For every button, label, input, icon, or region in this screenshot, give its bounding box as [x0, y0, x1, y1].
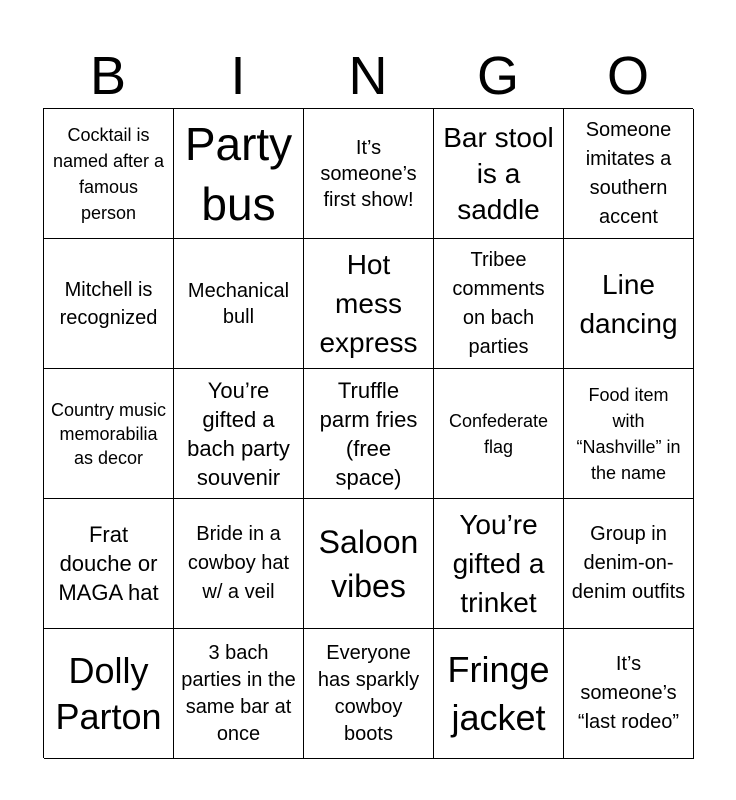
bingo-header [43, 44, 693, 108]
bingo-cell[interactable] [174, 629, 304, 759]
cell-text: Hot mess express [319, 249, 418, 358]
header-letter-i: I [230, 46, 246, 106]
header-letter-g: G [476, 46, 519, 106]
cell-text: It’s someone’s “last rodeo” [577, 653, 680, 733]
bingo-cell[interactable] [304, 369, 434, 499]
bingo-cell[interactable] [44, 629, 174, 759]
bingo-cell[interactable] [304, 629, 434, 759]
cell-text: Group in denim-on-denim outfits [571, 523, 686, 603]
cell-text: Dolly Parton [55, 649, 162, 737]
bingo-cell[interactable] [44, 109, 174, 239]
bingo-cell[interactable] [564, 629, 694, 759]
cell-text: 3 bach parties in the same bar at once [181, 641, 296, 745]
cell-text: It’s someone’s first show! [320, 136, 417, 211]
cell-text: Bride in a cowboy hat w/ a veil [187, 523, 290, 603]
bingo-cell[interactable] [44, 369, 174, 499]
cell-text: Cocktail is named after a famous person [52, 124, 165, 223]
bingo-cell[interactable] [304, 499, 434, 629]
cell-text: Confederate flag [448, 410, 549, 457]
cell-text: Line dancing [579, 268, 678, 339]
bingo-cell[interactable] [434, 369, 564, 499]
header-letter-b: B [89, 46, 127, 106]
bingo-cell[interactable] [564, 109, 694, 239]
bingo-cell[interactable] [304, 239, 434, 369]
bingo-cell[interactable] [44, 239, 174, 369]
bingo-cell[interactable] [434, 629, 564, 759]
cell-text: Mitchell is recognized [59, 278, 158, 329]
cell-text: Party bus [184, 117, 293, 230]
cell-text: Saloon vibes [318, 523, 419, 604]
cell-text: Mechanical bull [187, 279, 290, 328]
bingo-cell[interactable] [564, 369, 694, 499]
cell-text: Food item with “Nashville” in the name [576, 384, 681, 483]
bingo-cell[interactable] [564, 239, 694, 369]
bingo-cell[interactable] [44, 499, 174, 629]
cell-text: Country music memorabilia as decor [50, 399, 167, 468]
bingo-cell[interactable] [564, 499, 694, 629]
bingo-cell[interactable] [174, 239, 304, 369]
bingo-cell[interactable] [174, 109, 304, 239]
cell-text: Truffle parm fries (free space) [319, 377, 418, 490]
bingo-cell[interactable] [434, 109, 564, 239]
bingo-cell[interactable] [304, 109, 434, 239]
cell-text: Someone imitates a southern accent [585, 118, 672, 228]
header-letter-o: O [606, 46, 649, 106]
cell-text: Fringe jacket [447, 648, 550, 738]
bingo-cell[interactable] [174, 499, 304, 629]
bingo-cell[interactable] [434, 239, 564, 369]
cell-text: Tribee comments on bach parties [452, 248, 545, 358]
cell-text: Frat douche or MAGA hat [58, 522, 159, 605]
cell-text: You’re gifted a trinket [452, 509, 545, 618]
bingo-board [43, 108, 693, 758]
header-letter-n: N [348, 46, 388, 106]
bingo-cell[interactable] [434, 499, 564, 629]
bingo-cell[interactable] [174, 369, 304, 499]
cell-text: Everyone has sparkly cowboy boots [317, 641, 420, 745]
cell-text: You’re gifted a bach party souvenir [187, 377, 290, 490]
cell-text: Bar stool is a saddle [443, 121, 554, 225]
